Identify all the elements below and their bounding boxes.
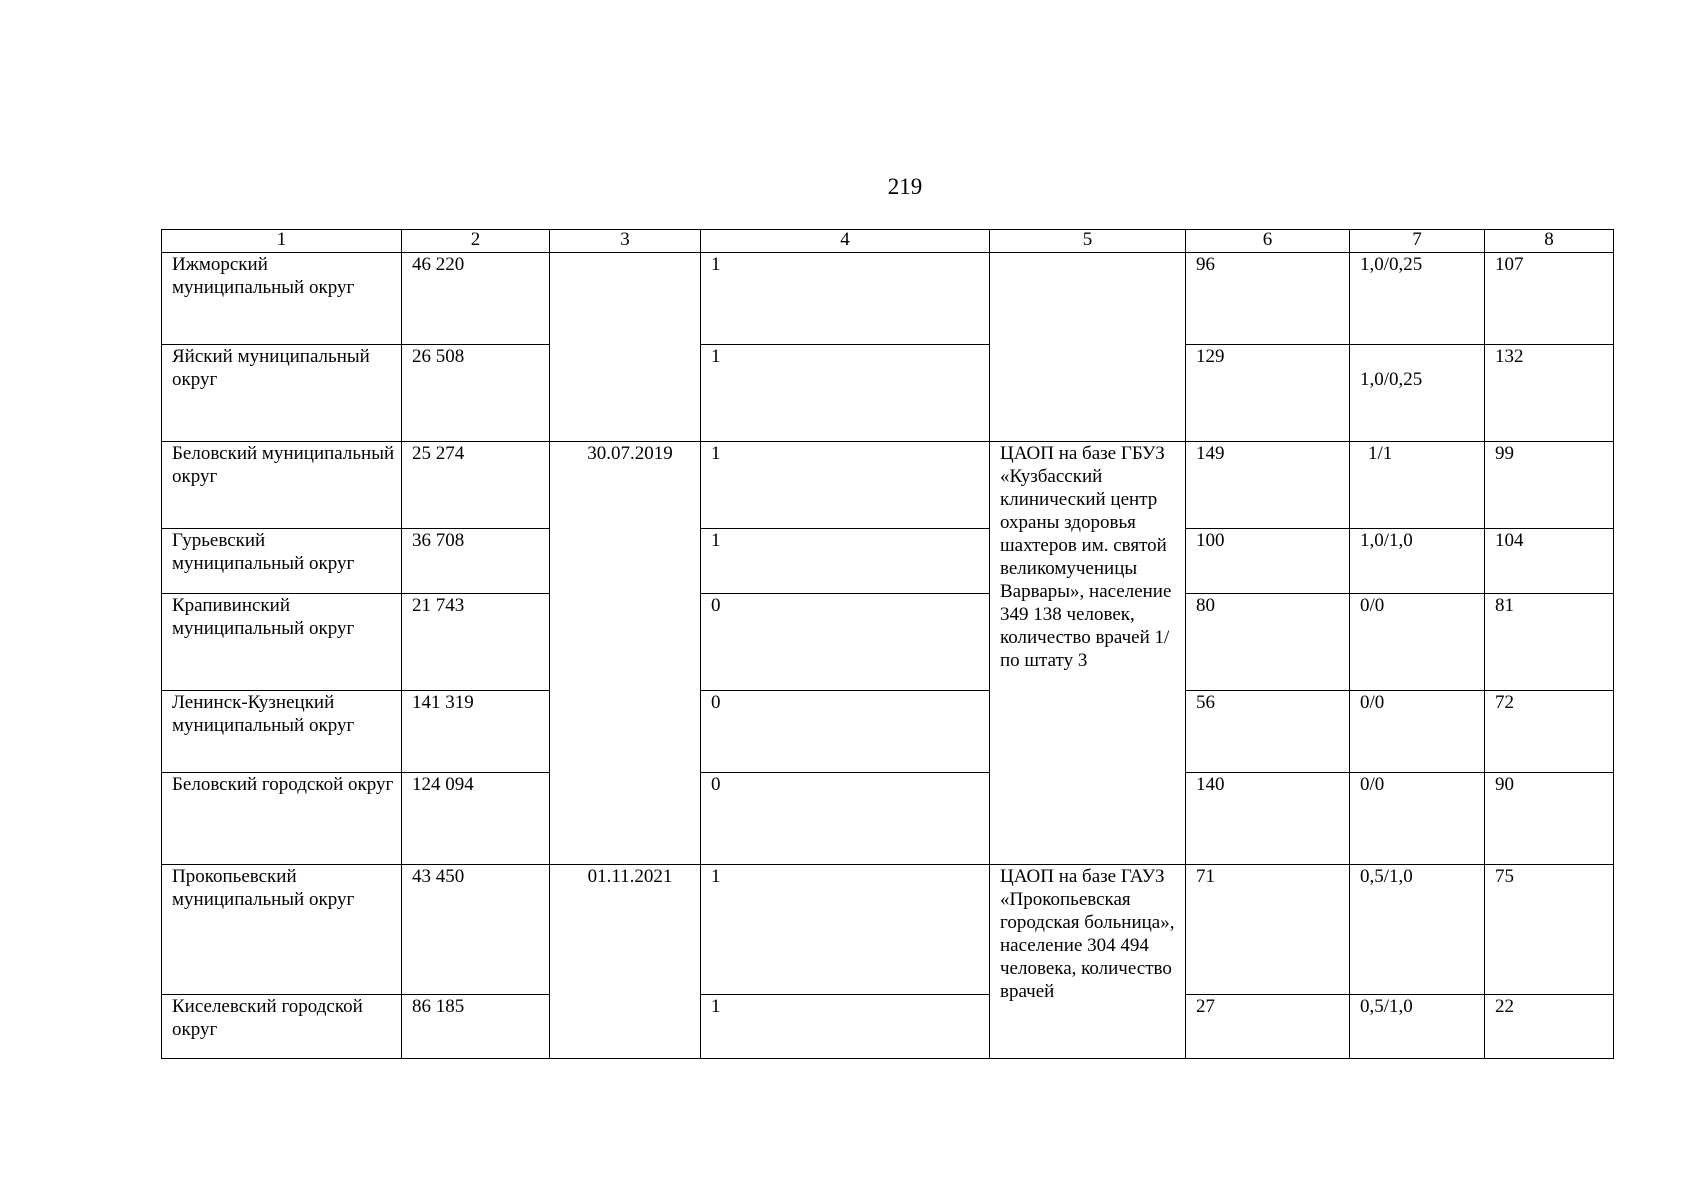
header-cell: 5 [990,230,1186,253]
col8-cell: 104 [1485,529,1614,594]
col6-cell: 71 [1186,865,1350,995]
count-cell: 1 [701,253,990,345]
col7-cell: 0/0 [1350,594,1485,691]
population-cell: 36 708 [402,529,550,594]
municipality-cell: Киселевский городской округ [162,995,402,1059]
table-row [162,594,1614,691]
col7-cell: 0,5/1,0 [1350,995,1485,1059]
col6-cell: 149 [1186,442,1350,529]
population-cell: 141 319 [402,691,550,773]
table-row [162,995,1614,1059]
count-cell: 1 [701,442,990,529]
municipality-cell: Ижморский муниципальный округ [162,253,402,345]
col7-cell: 1,0/0,25 [1350,253,1485,345]
date-cell: 30.07.2019 [550,442,701,865]
header-cell: 4 [701,230,990,253]
population-cell: 21 743 [402,594,550,691]
col8-cell: 132 [1485,345,1614,442]
table-row [162,529,1614,594]
header-cell: 7 [1350,230,1485,253]
col6-cell: 140 [1186,773,1350,865]
count-cell: 1 [701,529,990,594]
data-table [161,229,1614,1059]
count-cell: 1 [701,345,990,442]
municipality-cell: Яйский муниципальный округ [162,345,402,442]
page-number: 219 [887,174,923,199]
col7-cell: 1/1 [1350,442,1485,529]
col6-cell: 96 [1186,253,1350,345]
population-cell: 86 185 [402,995,550,1059]
center-cell: ЦАОП на базе ГАУЗ «Прокопьевская городская больница», население 304 494 человека, количество врачей [990,865,1186,1059]
col8-cell: 107 [1485,253,1614,345]
municipality-cell: Крапивинский муниципальный округ [162,594,402,691]
count-cell: 0 [701,773,990,865]
header-cell: 1 [162,230,402,253]
municipality-cell: Беловский муниципальный округ [162,442,402,529]
header-row [162,230,1614,253]
col7-cell [1350,345,1485,442]
table-row [162,773,1614,865]
municipality-cell: Гурьевский муниципальный округ [162,529,402,594]
col7-value: 1,0/0,25 [1360,369,1423,390]
col7-cell: 0,5/1,0 [1350,865,1485,995]
table-row [162,691,1614,773]
count-cell: 1 [701,865,990,995]
table-row [162,345,1614,442]
population-cell: 46 220 [402,253,550,345]
table-row [162,442,1614,529]
center-cell: ЦАОП на базе ГБУЗ «Кузбасский клинический центр охраны здоровья шахтеров им. святой великомученицы Варвары», население 349 138 человек, количество врачей 1/по штату 3 [990,442,1186,865]
table-row [162,253,1614,345]
col6-cell: 129 [1186,345,1350,442]
center-cell [990,253,1186,442]
date-cell: 01.11.2021 [550,865,701,1059]
header-cell: 8 [1485,230,1614,253]
date-cell [550,253,701,442]
count-cell: 0 [701,594,990,691]
col7-cell: 0/0 [1350,691,1485,773]
col6-cell: 56 [1186,691,1350,773]
population-cell: 124 094 [402,773,550,865]
population-cell: 26 508 [402,345,550,442]
col8-cell: 81 [1485,594,1614,691]
col8-cell: 22 [1485,995,1614,1059]
col8-cell: 90 [1485,773,1614,865]
municipality-cell: Ленинск-Кузнецкий муниципальный округ [162,691,402,773]
table-row [162,865,1614,995]
count-cell: 1 [701,995,990,1059]
col8-cell: 99 [1485,442,1614,529]
col6-cell: 27 [1186,995,1350,1059]
col6-cell: 100 [1186,529,1350,594]
col7-cell: 0/0 [1350,773,1485,865]
count-cell: 0 [701,691,990,773]
col6-cell: 80 [1186,594,1350,691]
header-cell: 2 [402,230,550,253]
col7-cell: 1,0/1,0 [1350,529,1485,594]
population-cell: 25 274 [402,442,550,529]
header-cell: 3 [550,230,701,253]
col8-cell: 72 [1485,691,1614,773]
municipality-cell: Беловский городской округ [162,773,402,865]
municipality-cell: Прокопьевский муниципальный округ [162,865,402,995]
col8-cell: 75 [1485,865,1614,995]
header-cell: 6 [1186,230,1350,253]
population-cell: 43 450 [402,865,550,995]
